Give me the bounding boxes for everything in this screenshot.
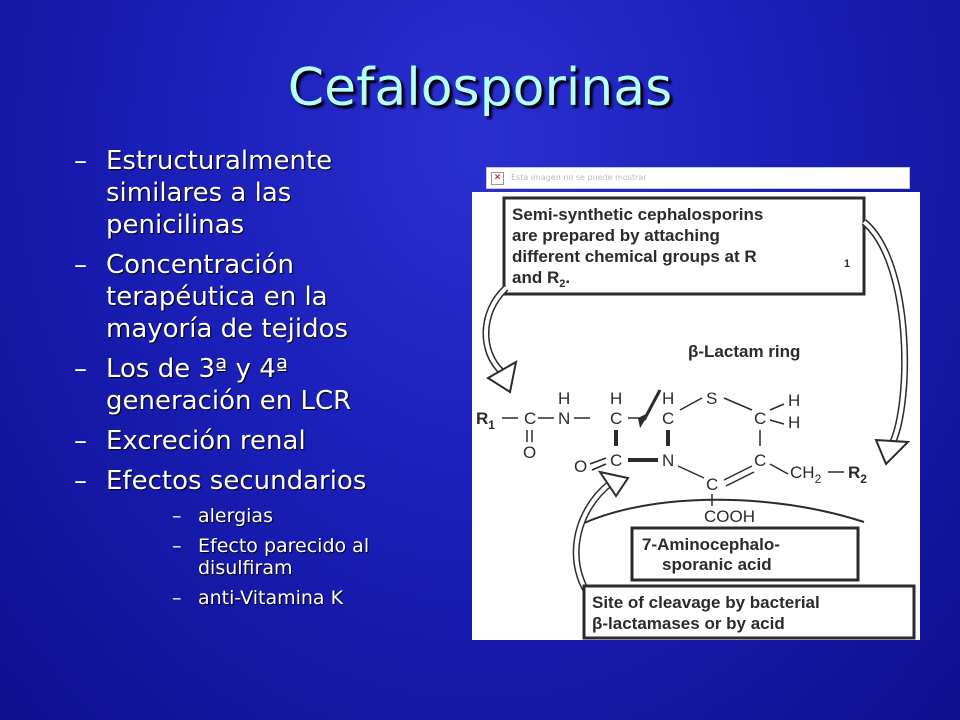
broken-image-placeholder bbox=[486, 167, 910, 189]
atom-s: S bbox=[706, 389, 718, 408]
bullet-dash: – bbox=[74, 354, 87, 384]
atom-h: H bbox=[610, 389, 623, 408]
sub-bullet-text bbox=[198, 535, 460, 579]
bullet-dash: – bbox=[74, 146, 87, 176]
page-title: Cefalosporinas bbox=[287, 58, 673, 118]
atom-c: C bbox=[754, 451, 767, 470]
bullet-line: Efectos secundarios bbox=[106, 466, 367, 496]
box-top-line-4-b: . bbox=[565, 268, 571, 287]
arrow-head-r1 bbox=[488, 362, 516, 392]
atom-h: H bbox=[558, 389, 571, 408]
bullet-item bbox=[60, 145, 460, 241]
bullet-line: similares a las bbox=[106, 178, 292, 208]
atom-c: C bbox=[706, 475, 719, 494]
atom-c: C bbox=[754, 409, 767, 428]
bullet-item bbox=[60, 249, 460, 345]
bullet-text bbox=[106, 145, 460, 241]
sub-bullet-text bbox=[198, 587, 460, 609]
bullet-line: generación en LCR bbox=[106, 386, 352, 416]
sub-bullet-text bbox=[198, 505, 460, 527]
aca-label-line: sporanic acid bbox=[662, 555, 772, 574]
atom-o: O bbox=[574, 457, 588, 476]
bullet-line: penicilinas bbox=[106, 210, 245, 240]
diagram-svg bbox=[472, 192, 920, 640]
bullet-line: Los de 3ª y 4ª bbox=[106, 354, 289, 384]
bullet-line: Excreción renal bbox=[106, 426, 306, 456]
bullet-item bbox=[60, 465, 460, 497]
atom-h: H bbox=[788, 391, 801, 410]
bullet-item bbox=[60, 425, 460, 457]
atom-h: H bbox=[662, 389, 675, 408]
atom-n: N bbox=[558, 409, 571, 428]
atom-h: H bbox=[788, 413, 801, 432]
bullet-line: anti-Vitamina K bbox=[198, 587, 344, 609]
box-top-r1-sub: 1 bbox=[844, 258, 851, 270]
bullet-item bbox=[60, 353, 460, 417]
atom-r2: $R_2$ bbox=[848, 463, 867, 486]
sub-bullet-item bbox=[60, 535, 460, 579]
bullet-line: terapéutica en la bbox=[106, 282, 328, 312]
atom-n: N bbox=[662, 451, 675, 470]
atom-c: C bbox=[610, 409, 623, 428]
bullet-line: disulfiram bbox=[198, 557, 293, 579]
bullet-dash: – bbox=[74, 426, 87, 456]
bullet-line: Estructuralmente bbox=[106, 146, 333, 176]
broken-image-text: Esta imagen no se puede mostrar bbox=[511, 173, 647, 182]
bullet-dash: – bbox=[172, 505, 182, 527]
bullet-line: mayoría de tejidos bbox=[106, 314, 349, 344]
sub-bullet-item bbox=[60, 587, 460, 609]
bullet-dash: – bbox=[74, 250, 87, 280]
bullet-dash: – bbox=[74, 466, 87, 496]
cephalosporin-diagram bbox=[472, 192, 920, 640]
box-top-line: Semi-synthetic cephalosporins bbox=[512, 205, 764, 224]
bullet-line: alergias bbox=[198, 505, 273, 527]
atom-r1: $R_1$ bbox=[476, 409, 495, 432]
atom-c: C bbox=[524, 409, 537, 428]
bullet-text bbox=[106, 425, 460, 457]
bullet-dash: – bbox=[172, 587, 182, 609]
atom-c: C bbox=[610, 451, 623, 470]
atom-c: C bbox=[662, 409, 675, 428]
atom-ch2: $CH_2$ bbox=[790, 463, 822, 486]
bullet-line: Concentración bbox=[106, 250, 295, 280]
box-top-line-4-a: and R bbox=[512, 268, 560, 287]
broken-image-icon: ✕ bbox=[491, 172, 504, 185]
atom-o: O bbox=[523, 443, 537, 462]
box-top-line: different chemical groups at R bbox=[512, 247, 757, 266]
bullet-text bbox=[106, 465, 460, 497]
sub-bullet-item bbox=[60, 505, 460, 527]
bullet-text bbox=[106, 353, 460, 417]
cleavage-line: Site of cleavage by bacterial bbox=[592, 593, 820, 612]
bullet-list bbox=[60, 145, 460, 617]
bullet-text bbox=[106, 249, 460, 345]
atom-cooh: COOH bbox=[704, 507, 755, 526]
cleavage-line: β-lactamases or by acid bbox=[592, 614, 785, 633]
box-top-line-4-sub: 2 bbox=[559, 278, 566, 290]
bullet-dash: – bbox=[172, 535, 182, 557]
lactam-label: β-Lactam ring bbox=[688, 342, 801, 361]
bullet-line: Efecto parecido al bbox=[198, 535, 370, 557]
box-top-line: are prepared by attaching bbox=[512, 226, 720, 245]
arrow-head-r2 bbox=[876, 440, 908, 464]
aca-label-line: 7-Aminocephalo- bbox=[642, 535, 780, 554]
